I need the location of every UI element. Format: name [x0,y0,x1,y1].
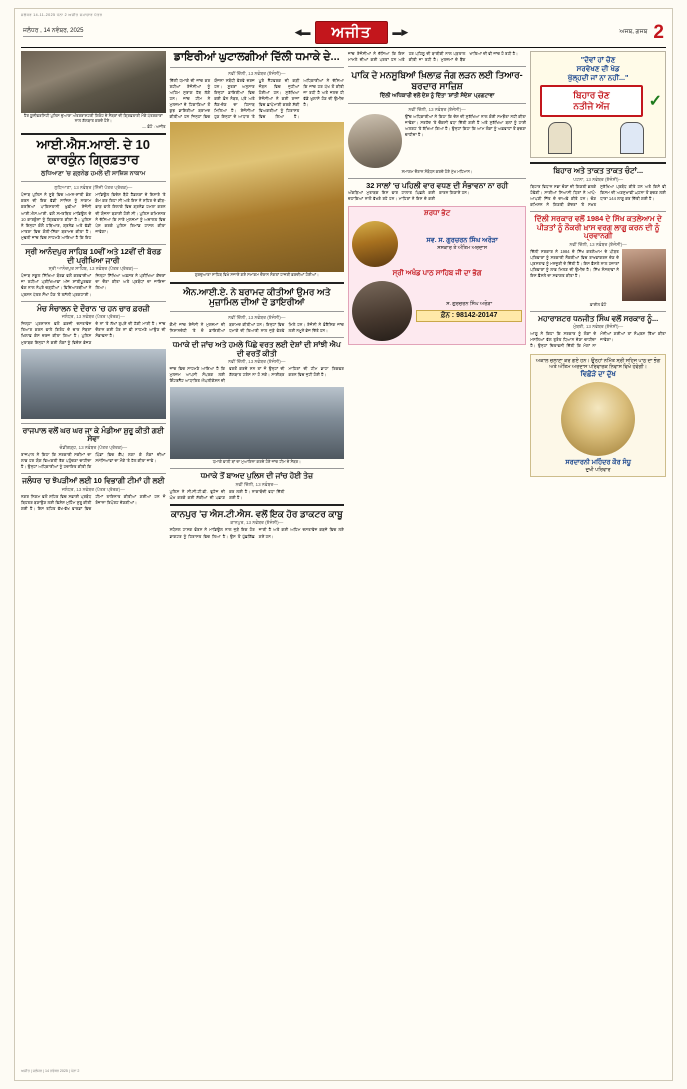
investigation-photo [170,387,344,459]
gurdwara-ceremony-photo [170,122,344,272]
right-wing-icon: ▬▶ [392,27,409,37]
section-label: ਅਜਬ, ਗਜਬ [619,29,648,35]
c3-sub2: ਦਿੱਲੀ ਅਧਿਕਾਰੀ ਵਲੋਂ ਦੇਸ਼ ਨੂੰ ਦਿੱਤਾ 'ਸ਼ਾਂਤੀ ਸੰਦੇਸ਼' ਪ੍ਰਗਟਾਵਾ [379,92,495,99]
story4-byline: ਚੰਡੀਗੜ੍ਹ, 13 ਨਵੰਬਰ (ਪੱਤਰ ਪ੍ਰੇਰਕ)— [59,444,128,450]
memorial-intro: ਅਕਾਲ ਚਲਾਣਾ ਕਰ ਗਏ ਹਨ। ਉਨ੍ਹਾਂ ਨਮਿੱਤ ਸ੍ਰੀ ਸਹਿਜ ਪਾਠ ਦਾ ਭੋਗ ਅਤੇ ਅੰਤਿਮ ਅਰਦਾਸ ਪਰਿਵਾਰਕ ਨਿਵਾਸ ਵਿਖੇ ਹੋਵੇਗੀ। [535,357,661,371]
page-number: 2 [653,22,664,43]
memorial-title: ਵਿਛੋੜੇ ਦਾ ਦੁੱਖ [580,370,616,378]
c3-head3: 32 ਸਾਲਾਂ 'ਚ ਪਹਿਲੀ ਵਾਰ ਵਧਣ ਦੀ ਸੰਭਾਵਨਾ ਨਾ ਰਹੀ [366,180,509,190]
ad-line3: ਸ੍ਰੀ ਅਖੰਡ ਪਾਠ ਸਾਹਿਬ ਜੀ ਦਾ ਭੋਗ [392,269,482,277]
c3-byline2: ਨਵੀਂ ਦਿੱਲੀ, 13 ਨਵੰਬਰ (ਏਜੰਸੀ)— [408,106,466,112]
c3-head2: ਪਾਕਿ ਦੇ ਮਨਸੂਬਿਆਂ ਖ਼ਿਲਾਫ਼ ਜੰਗ ਲੜਨ ਲਈ ਤਿਆਰ-ਬਰਦਾਰ ਸਾਜ਼ਿਸ਼ [351,70,523,91]
story5-headline: ਜਲੰਧਰ 'ਚ ਝੋਪੜੀਆਂ ਲਈ 10 ਵਿਭਾਗੀ ਟੀਮਾਂ ਹੀ ਲਈ [22,476,165,486]
cartoon-line2: ਸਰਵੇਖਣ ਦੀ ਖੇਡ [576,64,620,73]
memorial-ad [530,354,666,478]
c4-body3: ਆਗੂ ਨੇ ਕਿਹਾ ਕਿ ਸਰਕਾਰ ਨੂੰ ਲੋਕਾਂ ਦੇ ਮਸਲਿਆਂ ਵੱਲ ਤੁਰੰਤ ਧਿਆਨ ਦੇਣਾ ਚਾਹੀਦਾ ਹੈ। ਉਨ੍ਹਾਂ ਚਿਤਾਵਨੀ ਦਿੱਤੀ ਕਿ ਮੰਗਾਂ ਨਾ ਮੰਨੀਆਂ ਗਈਆਂ ਤਾਂ ਸੰਘਰਸ਼ ਤਿੱਖਾ ਕੀਤਾ ਜਾਵੇਗਾ। [530,331,666,349]
c2-photo2-block [170,387,344,465]
cartoon-block [530,51,666,158]
cartoon-line3: ਖੁੱਲ੍ਹਦੀ ਜਾਂ ਨਾ ਨਹੀਂ..." [567,73,629,82]
story4-body: ਰਾਜਪਾਲ ਨੇ ਕਿਹਾ ਕਿ ਸਰਕਾਰੀ ਸਕੀਮਾਂ ਦਾ ਲਾਭ ਹਰ ਯੋਗ ਵਿਅਕਤੀ ਤੱਕ ਪਹੁੰਚਣਾ ਚਾਹੀਦਾ ਹੈ। ਉਨ੍ਹਾਂ ਅਧਿਕਾਰੀਆਂ ਨੂੰ ਹਦਾਇਤ ਕੀਤੀ ਕਿ ਪਿੰਡਾਂ ਵਿਚ ਕੈਂਪ ਲਗਾ ਕੇ ਲੋਕਾਂ ਦੀਆਂ ਸਮੱਸਿਆਵਾਂ ਦਾ ਮੌਕੇ 'ਤੇ ਹੱਲ ਕੀਤਾ ਜਾਵੇ। [21,451,166,470]
c4-head2: ਦਿੱਲੀ ਸਰਕਾਰ ਵਲੋਂ 1984 ਦੇ ਸਿੱਖ ਕਤਲੇਆਮ ਦੇ ਪੀੜਤਾਂ ਨੂੰ ਨੌਕਰੀ ਖ਼ਾਸ ਵਰਗ ਲਾਗੂ ਕਰਨ ਦੀ ਨੂੰ ਪ੍ਰਵਾਨਗੀ [534,214,662,241]
story5-body: ਨਗਰ ਨਿਗਮ ਵਲੋਂ ਸ਼ਹਿਰ ਵਿਚ ਸਫ਼ਾਈ ਪ੍ਰਬੰਧ ਬਿਹਤਰ ਬਣਾਉਣ ਲਈ ਵਿਸ਼ੇਸ਼ ਮੁਹਿੰਮ ਸ਼ੁਰੂ ਕੀਤੀ ਗਈ ਹੈ। ਇਸ ਤਹਿਤ ਵੱਖ-ਵੱਖ ਵਾਰਡਾਂ ਵਿਚ ਟੀਮਾਂ ਤਾਇਨਾਤ ਕੀਤੀਆਂ ਗਈਆਂ ਹਨ ਜੋ ਰੋਜ਼ਾਨਾ ਰਿਪੋਰਟ ਦੇਣਗੀਆਂ। [21,493,166,511]
cartoon-figures [534,120,662,154]
ad-person-caption: ਸ. ਗੁਰਚਰਨ ਸਿੰਘ ਅਰੋੜਾ [446,301,493,308]
c4-body2: ਦਿੱਲੀ ਸਰਕਾਰ ਨੇ 1984 ਦੇ ਸਿੱਖ ਕਤਲੇਆਮ ਦੇ ਪੀੜਤ ਪਰਿਵਾਰਾਂ ਨੂੰ ਸਰਕਾਰੀ ਨੌਕਰੀਆਂ ਵਿਚ ਰਾਖਵਾਂਕਰਨ ਦੇਣ ਦੇ ਪ੍ਰਸਤਾਵ ਨੂੰ ਮਨਜ਼ੂਰੀ ਦੇ ਦਿੱਤੀ ਹੈ। ਇਸ ਫ਼ੈਸਲੇ ਨਾਲ ਹਜ਼ਾਰਾਂ ਪਰਿਵਾਰਾਂ ਨੂੰ ਲਾਭ ਮਿਲਣ ਦੀ ਉਮੀਦ ਹੈ। ਸਿੱਖ ਸੰਸਥਾਵਾਂ ਨੇ ਇਸ ਫ਼ੈਸਲੇ ਦਾ ਸਵਾਗਤ ਕੀਤਾ ਹੈ। [530,248,619,279]
lead-photo-block [21,51,166,129]
story3-byline: ਜਲੰਧਰ, 13 ਨਵੰਬਰ (ਪੱਤਰ ਪ੍ਰੇਰਕ)— [61,314,125,320]
story5-byline: ਜਲੰਧਰ, 13 ਨਵੰਬਰ (ਪੱਤਰ ਪ੍ਰੇਰਕ)— [61,486,125,492]
story3-headline: ਮੰਚ ਸੰਚਾਲਨ ਦੇ ਦੌਰਾਨ 'ਚ ਹਨ ਚਾਰ ਫ਼ਰਜ਼ੀ [36,303,150,313]
car-photo-block [21,349,166,419]
lead-body: ਪੰਜਾਬ ਪੁਲਿਸ ਨੇ ਸੂਬੇ ਵਿਚ ਅਮਨ-ਸ਼ਾਂਤੀ ਭੰਗ ਕਰਨ ਦੀ ਇਕ ਵੱਡੀ ਸਾਜ਼ਿਸ਼ ਨੂੰ ਨਾਕਾਮ ਕਰਦਿਆਂ ਪਾਕਿਸਤਾਨੀ ਖ਼ੁਫ਼ੀਆ ਏਜੰਸੀ ਆਈ.ਐਸ.ਆਈ. ਵਲੋਂ ਸਮਰਥਿਤ ਮਾਡਿਊਲ ਦੇ 10 ਕਾਰਕੁੰਨਾਂ ਨੂੰ ਗ੍ਰਿਫ਼ਤਾਰ ਕੀਤਾ ਹੈ। ਪੁਲਿਸ ਨੇ ਇਨ੍ਹਾਂ ਕੋਲੋਂ ਹਥਿਆਰ, ਗ੍ਰਨੇਡ ਅਤੇ ਵੱਡੀ ਮਾਤਰਾ ਵਿਚ ਗੋਲੀ-ਸਿੱਕਾ ਬਰਾਮਦ ਕੀਤਾ ਹੈ। ਮੁਢਲੀ ਜਾਂਚ ਵਿਚ ਸਾਹਮਣੇ ਆਇਆ ਹੈ ਕਿ ਇਹ ਮਾਡਿਊਲ ਵਿਦੇਸ਼ ਬੈਠੇ ਹੈਂਡਲਰਾਂ ਦੇ ਇਸ਼ਾਰੇ 'ਤੇ ਕੰਮ ਕਰ ਰਿਹਾ ਸੀ ਅਤੇ ਇਸ ਨੇ ਸ਼ਹਿਰ ਦੇ ਭੀੜ-ਭਾੜ ਵਾਲੇ ਇਲਾਕੇ ਵਿਚ ਗ੍ਰਨੇਡ ਹਮਲਾ ਕਰਨ ਦੀ ਯੋਜਨਾ ਬਣਾਈ ਹੋਈ ਸੀ। ਪੁਲਿਸ ਕਮਿਸ਼ਨਰ ਨੇ ਦੱਸਿਆ ਕਿ ਸਾਰੇ ਮੁਲਜ਼ਮਾਂ ਨੂੰ ਅਦਾਲਤ ਵਿਚ ਪੇਸ਼ ਕਰਕੇ ਪੁਲਿਸ ਰਿਮਾਂਡ ਹਾਸਲ ਕੀਤਾ ਜਾਵੇਗਾ। [21,192,166,240]
story4-headline: ਰਾਜਪਾਲ ਵਲੋਂ ਘਰ ਘਰ ਜਾ ਕੇ ਮੰਡੀਆ ਸ਼ੁਰੂ ਕੀਤੀ ਗਈ ਸੇਵਾ [22,425,164,444]
column-2 [170,51,344,1067]
cartoon-line1: "ਦੋਵਾਂ ਹਾਂ ਚੋਣ [580,55,616,64]
c4-byline2: ਨਵੀਂ ਦਿੱਲੀ, 13 ਨਵੰਬਰ (ਏਜੰਸੀ)— [569,241,627,247]
column-4 [530,51,666,1067]
c2-byline: ਨਵੀਂ ਦਿੱਲੀ, 13 ਨਵੰਬਰ (ਏਜੰਸੀ)— [228,70,286,76]
masthead-right [619,23,664,42]
checkmark-icon: ✓ [648,93,662,110]
memorial-name: ਸਰਦਾਰਨੀ ਮਹਿੰਦਰ ਕੌਰ ਸੰਧੂ [565,458,631,466]
press-conference-photo [21,51,166,113]
c2-head3: ਧਮਾਕੇ ਦੀ ਜਾਂਚ ਅਤੇ ਹਮਲੇ ਪਿੱਛੇ ਵਰਤ ਲਈ ਦੇਸ਼ਾਂ ਦੀ ਸਾਂਝੀ ਐਪ ਦੀ ਵਰਤੋਂ ਕੀਤੀ [172,339,341,358]
official-portrait-photo [348,114,402,168]
ad-portrait-photo [352,221,398,267]
memorial-portrait-photo [561,382,635,456]
photo-credit: — ਫ਼ੋਟੋ : ਅਜੀਤ [142,123,166,129]
c2-byline2: ਨਵੀਂ ਦਿੱਲੀ, 13 ਨਵੰਬਰ (ਏਜੰਸੀ)— [228,314,286,320]
c2-photo-caption: ਗੁਰਦੁਆਰਾ ਸਾਹਿਬ ਵਿਖੇ ਸਜਾਏ ਗਏ ਸਮਾਗਮ ਦੌਰਾਨ ਸੰਗਤਾਂ ਹਾਜ਼ਰੀ ਭਰਦੀਆਂ ਹੋਈਆਂ। [194,272,319,278]
cartoon-box-line1: ਬਿਹਾਰ ਚੋਣ [573,90,610,100]
masthead [21,19,666,48]
ad-line2: ਸਸਕਾਰ ਤੇ ਅੰਤਿਮ ਅਰਦਾਸ [437,244,488,251]
woman-portrait-photo [622,249,666,301]
newspaper-sheet [14,8,673,1081]
bottom-strip: ਅਜੀਤ | ਜਲੰਧਰ | 14 ਨਵੰਬਰ 2025 | ਪੰਨਾ 2 [21,1069,80,1073]
c4-body1: ਬਿਹਾਰ ਵਿਧਾਨ ਸਭਾ ਚੋਣਾਂ ਦੀ ਗਿਣਤੀ ਭਲਕੇ ਹੋਵੇਗੀ। ਸਾਰੀਆਂ ਸਿਆਸੀ ਧਿਰਾਂ ਨੇ ਆਪੋ-ਆਪਣੀ ਜਿੱਤ ਦੇ ਦਾਅਵੇ ਕੀਤੇ ਹਨ। ਚੋਣ ਕਮਿਸ਼ਨ ਨੇ ਗਿਣਤੀ ਕੇਂਦਰਾਂ 'ਤੇ ਸਖ਼ਤ ਸੁਰੱਖਿਆ ਪ੍ਰਬੰਧ ਕੀਤੇ ਹਨ ਅਤੇ ਕਿਸੇ ਵੀ ਕਿਸਮ ਦੀ ਅਣਸੁਖਾਵੀਂ ਘਟਨਾ ਤੋਂ ਬਚਣ ਲਈ ਧਾਰਾ 144 ਲਾਗੂ ਕਰ ਦਿੱਤੀ ਗਈ ਹੈ। [530,183,666,207]
page-grid [21,51,666,1067]
cartoon-figure-right [620,122,644,154]
cartoon-figure-left [548,122,572,154]
c2-head4: ਧਮਾਕੇ ਤੋਂ ਬਾਅਦ ਪੁਲਿਸ ਦੀ ਜਾਂਚ ਹੋਈ ਤੇਜ਼ [200,471,313,481]
lead-headline: ਆਈ.ਐਸ.ਆਈ. ਦੇ 10 ਕਾਰਕੁੰਨ ਗ੍ਰਿਫ਼ਤਾਰ [36,137,150,168]
c2-body2: ਕੌਮੀ ਜਾਂਚ ਏਜੰਸੀ ਨੇ ਮੁਲਜ਼ਮਾਂ ਦੀ ਨਿਸ਼ਾਨਦੇਹੀ 'ਤੇ ਦੋ ਡਾਇਰੀਆਂ ਬਰਾਮਦ ਕੀਤੀਆਂ ਹਨ। ਇਨ੍ਹਾਂ ਵਿਚ ਧਮਾਕੇ ਦੀ ਤਿਆਰੀ ਨਾਲ ਜੁੜੇ ਵੇਰਵੇ ਮਿਲੇ ਹਨ। ਏਜੰਸੀ ਨੇ ਫ਼ੋਰੈਂਸਿਕ ਜਾਂਚ ਲਈ ਨਮੂਨੇ ਭੇਜ ਦਿੱਤੇ ਹਨ। [169,321,344,333]
c2-byline3: ਨਵੀਂ ਦਿੱਲੀ, 13 ਨਵੰਬਰ (ਏਜੰਸੀ)— [228,359,286,365]
lead-photo-caption: ਹੈਰ ਯੂਨੀਵਰਸਿਟੀ ਪੁਲਿਸ ਦੁਆਰਾ ਅੰਤਰਰਾਸ਼ਟਰੀ ਗਿਰੋਹ ਦੇ ਮੈਂਬਰਾਂ ਦੀ ਗ੍ਰਿਫ਼ਤਾਰੀ ਮੌਕੇ ਪੱਤਰਕਾਰਾਂ ਨਾਲ ਗੱਲਬਾਤ ਕਰਦੇ ਹੋਏ। [23,113,163,123]
c3-body2: ਉੱਚ ਅਧਿਕਾਰੀਆਂ ਨੇ ਕਿਹਾ ਕਿ ਦੇਸ਼ ਦੀ ਸੁਰੱਖਿਆ ਨਾਲ ਕੋਈ ਸਮਝੌਤਾ ਨਹੀਂ ਕੀਤਾ ਜਾਵੇਗਾ। ਸਰਹੱਦ 'ਤੇ ਚੌਕਸੀ ਵਧਾ ਦਿੱਤੀ ਗਈ ਹੈ ਅਤੇ ਸੁਰੱਖਿਆ ਬਲਾਂ ਨੂੰ ਹਾਈ ਅਲਰਟ 'ਤੇ ਰੱਖਿਆ ਗਿਆ ਹੈ। ਉਨ੍ਹਾਂ ਕਿਹਾ ਕਿ ਆਮ ਲੋਕਾਂ ਨੂੰ ਅਫ਼ਵਾਹਾਂ ਤੋਂ ਬਚਣਾ ਚਾਹੀਦਾ ਹੈ। [404,113,527,138]
c4-photo-caption: ਫ਼ਾਈਲ ਫ਼ੋਟੋ [589,301,607,307]
story3-body: ਜ਼ਿਲ੍ਹਾ ਪ੍ਰਸ਼ਾਸਨ ਵਲੋਂ ਫ਼ਰਜ਼ੀ ਦਸਤਾਵੇਜ਼ ਤਿਆਰ ਕਰਨ ਵਾਲੇ ਗਿਰੋਹ ਦੇ ਚਾਰ ਮੈਂਬਰਾਂ ਖ਼ਿਲਾਫ਼ ਕੇਸ ਦਰਜ ਕੀਤਾ ਗਿਆ ਹੈ। ਪੁਲਿਸ ਮੁਤਾਬਕ ਇਨ੍ਹਾਂ ਨੇ ਕਈ ਲੋਕਾਂ ਨੂੰ ਵਿਦੇਸ਼ ਭੇਜਣ ਦੇ ਨਾਂ 'ਤੇ ਲੱਖਾਂ ਰੁਪਏ ਦੀ ਠੱਗੀ ਮਾਰੀ ਹੈ। ਜਾਂਚ ਦੌਰਾਨ ਕਈ ਹੋਰ ਨਾਂ ਵੀ ਸਾਹਮਣੇ ਆਉਣ ਦੀ ਸੰਭਾਵਨਾ ਹੈ। [21,321,166,345]
c3-body3: ਅੰਕੜਿਆਂ ਮੁਤਾਬਕ ਇਸ ਵਾਰ ਹਾਲਾਤ ਪਿਛਲੇ ਕਈ ਦਹਾਕਿਆਂ ਨਾਲੋਂ ਵੱਖਰੇ ਰਹੇ ਹਨ। ਮਾਹਿਰਾਂ ਨੇ ਇਸ ਦੇ ਕਈ ਕਾਰਨ ਗਿਣਾਏ ਹਨ। [347,190,470,202]
paper-logo: ਅਜੀਤ [315,21,389,44]
c2-photo-block [170,122,344,278]
c4-byline3: ਮੁੰਬਈ, 13 ਨਵੰਬਰ (ਏਜੰਸੀ)— [573,324,624,330]
story2-headline: ਸ੍ਰੀ ਆਨੰਦਪੁਰ ਸਾਹਿਬ 10ਵੀਂ ਅਤੇ 12ਵੀਂ ਦੀ ਬੋਰਡ ਦੀ ਪ੍ਰੀਖਿਆ ਜਾਰੀ [25,247,162,265]
ad-second-portrait-photo [352,281,412,341]
memorial-family: ਦੁਖੀ ਪਰਿਵਾਰ [585,466,611,473]
c2-body5: ਸਪੈਸ਼ਲ ਟਾਸਕ ਫੋਰਸ ਨੇ ਮਾਡਿਊਲ ਨਾਲ ਜੁੜੇ ਇਕ ਹੋਰ ਡਾਕਟਰ ਨੂੰ ਹਿਰਾਸਤ ਵਿਚ ਲਿਆ ਹੈ। ਉਸ ਤੋਂ ਪੁੱਛਗਿੱਛ ਜਾਰੀ ਹੈ ਅਤੇ ਕਈ ਅਹਿਮ ਦਸਤਾਵੇਜ਼ ਕਬਜ਼ੇ ਵਿਚ ਲਏ ਗਏ ਹਨ। [169,527,344,539]
masthead-center [295,21,409,44]
left-wing-icon: ◀▬ [294,27,311,37]
c3-photo-caption: ਸਮਾਗਮ ਦੌਰਾਨ ਸੰਬੋਧਨ ਕਰਦੇ ਹੋਏ ਮੁੱਖ ਮਹਿਮਾਨ। [401,168,473,174]
story2-body: ਪੰਜਾਬ ਸਕੂਲ ਸਿੱਖਿਆ ਬੋਰਡ ਵਲੋਂ ਕਰਵਾਈਆਂ ਜਾ ਰਹੀਆਂ ਪ੍ਰੀਖਿਆਵਾਂ ਅੱਜ ਸ਼ਾਂਤੀਪੂਰਵਕ ਢੰਗ ਨਾਲ ਨੇਪਰੇ ਚੜ੍ਹੀਆਂ। ਵਿਦਿਆਰਥੀਆਂ ਨੇ ਪ੍ਰਸ਼ਨ ਪੱਤਰ ਸੌਖਾ ਹੋਣ 'ਤੇ ਤਸੱਲੀ ਪ੍ਰਗਟਾਈ। ਜ਼ਿਲ੍ਹਾ ਸਿੱਖਿਆ ਅਫ਼ਸਰ ਨੇ ਪ੍ਰੀਖਿਆ ਕੇਂਦਰਾਂ ਦਾ ਦੌਰਾ ਕੀਤਾ ਅਤੇ ਪ੍ਰਬੰਧਾਂ ਦਾ ਜਾਇਜ਼ਾ ਲਿਆ। [21,273,166,297]
c2-head5: ਕਾਨਪੁਰ 'ਚ ਐਸ.ਟੀ.ਐਸ. ਵਲੋਂ ਇਕ ਹੋਰ ਡਾਕਟਰ ਕਾਬੂ [170,509,343,520]
ad-title: ਸ਼ਰਧਾ ਭੇਟ [424,210,451,218]
ad-phone[interactable]: ਫ਼ੋਨ : 98142-20147 [416,310,522,322]
ad-person-name: ਸਵ. ਸ. ਗੁਰਚਰਨ ਸਿੰਘ ਅਰੋੜਾ [426,236,498,244]
accident-scene-photo [21,349,166,419]
lead-byline: ਲੁਧਿਆਣਾ, 13 ਨਵੰਬਰ (ਨਿੱਜੀ ਪੱਤਰ ਪ੍ਰੇਰਕ)— [54,185,133,191]
c2-body4: ਪੁਲਿਸ ਨੇ ਸੀ.ਸੀ.ਟੀ.ਵੀ. ਫੁਟੇਜ ਦੀ ਘੋਖ ਕਰਕੇ ਕਈ ਸ਼ੱਕੀਆਂ ਦੀ ਪਛਾਣ ਕਰ ਲਈ ਹੈ। ਨਾਕਾਬੰਦੀ ਵਧਾ ਦਿੱਤੀ ਗਈ ਹੈ। [169,488,285,501]
story2-byline: ਸ੍ਰੀ ਆਨੰਦਪੁਰ ਸਾਹਿਬ, 13 ਨਵੰਬਰ (ਪੱਤਰ ਪ੍ਰੇਰਕ)— [48,266,138,272]
shradha-bhet-ad [348,206,526,345]
lead-subhead: ਲੁਧਿਆਣਾ 'ਚ ਗ੍ਰਨੇਡ ਹਮਲੇ ਦੀ ਸਾਜ਼ਿਸ਼ ਨਾਕਾਮ [41,170,146,178]
c2-head2: ਐਨ.ਆਈ.ਏ. ਨੇ ਬਰਾਮਦ ਕੀਤੀਆਂ ਉਮਰ ਅਤੇ ਮੁਜ਼ਾਮਿਲ ਦੀਆਂ ਦੋ ਡਾਇਰੀਆਂ [183,287,331,308]
c2-photo2-caption: ਧਮਾਕੇ ਵਾਲੀ ਥਾਂ ਦਾ ਮੁਆਇਨਾ ਕਰਦੇ ਹੋਏ ਜਾਂਚ ਟੀਮ ਦੇ ਮੈਂਬਰ। [212,458,301,464]
column-1 [21,51,166,1067]
c4-head3: ਮਹਾਰਾਸ਼ਟਰ ਧਨਜੀਤ ਸਿੰਘ ਵਲੋਂ ਸਰਕਾਰ ਨੂੰ... [538,313,659,323]
top-strip: ਜਲੰਧਰ 14-11-2025 ਪੰਨਾ 2 ਅਜੀਤ ਸਮਾਚਾਰ ਪੱਤਰ [21,13,103,17]
masthead-left [23,28,83,37]
edition-date: ਜਲੰਧਰ , 14 ਨਵੰਬਰ, 2025 [23,28,83,37]
c2-headline: ਡਾਇਰੀਆਂ ਘੁਟਾਲਗੀਆਂ ਦਿੱਲੀ ਧਮਾਕੇ ਦੇ... [173,51,340,63]
c3-body1: ਜਾਂਚ ਏਜੰਸੀਆਂ ਨੇ ਦੱਸਿਆ ਕਿ ਇਸ ਮਾਮਲੇ ਦੀਆਂ ਕਈ ਪਰਤਾਂ ਹਨ ਅਤੇ ਹਰ ਪਹਿਲੂ ਦੀ ਬਾਰੀਕੀ ਨਾਲ ਪੜਤਾਲ ਕੀਤੀ ਜਾ ਰਹੀ ਹੈ। ਮੁਲਜ਼ਮਾਂ ਦੇ ਬੈਂਕ ਖਾਤਿਆਂ ਦੀ ਵੀ ਜਾਂਚ ਹੋ ਰਹੀ ਹੈ। [347,51,518,63]
cartoon-box-line2: ਨਤੀਜੇ ਅੱਜ [573,101,610,111]
column-3 [348,51,526,1067]
c2-body: ਦਿੱਲੀ ਧਮਾਕੇ ਦੀ ਜਾਂਚ ਕਰ ਰਹੀਆਂ ਏਜੰਸੀਆਂ ਨੂੰ ਅਹਿਮ ਸੁਰਾਗ ਹੱਥ ਲੱਗੇ ਹਨ। ਜਾਂਚ ਟੀਮ ਨੇ ਮੁਲਜ਼ਮਾਂ ਦੇ ਟਿਕਾਣਿਆਂ ਤੋਂ ਕੁਝ ਡਾਇਰੀਆਂ ਬਰਾਮਦ ਕੀਤੀਆਂ ਹਨ ਜਿਨ੍ਹਾਂ ਵਿਚ ਯੋਜਨਾ ਸਬੰਧੀ ਵੇਰਵੇ ਦਰਜ ਹਨ। ਸੂਤਰਾਂ ਅਨੁਸਾਰ ਇਨ੍ਹਾਂ ਡਾਇਰੀਆਂ ਵਿਚ ਕਈ ਫ਼ੋਨ ਨੰਬਰ, ਪਤੇ ਅਤੇ ਲੈਣ-ਦੇਣ ਦਾ ਹਿਸਾਬ ਮਿਲਿਆ ਹੈ। ਏਜੰਸੀਆਂ ਹੁਣ ਇਨ੍ਹਾਂ ਦੇ ਆਧਾਰ 'ਤੇ ਪੂਰੇ ਨੈੱਟਵਰਕ ਦੀ ਕੜੀ ਜੋੜਨ ਵਿਚ ਜੁਟੀਆਂ ਹੋਈਆਂ ਹਨ। ਸੁਰੱਖਿਆ ਏਜੰਸੀਆਂ ਨੇ ਕਈ ਰਾਜਾਂ ਵਿਚ ਛਾਪੇਮਾਰੀ ਕਰਕੇ ਸ਼ੱਕੀ ਵਿਅਕਤੀਆਂ ਨੂੰ ਹਿਰਾਸਤ ਵਿਚ ਲਿਆ ਹੈ। ਅਧਿਕਾਰੀਆਂ ਨੇ ਦੱਸਿਆ ਕਿ ਜਾਂਚ ਹਰ ਪੱਖ ਤੋਂ ਕੀਤੀ ਜਾ ਰਹੀ ਹੈ ਅਤੇ ਜਲਦ ਹੀ ਵੱਡੇ ਖ਼ੁਲਾਸੇ ਹੋਣ ਦੀ ਉਮੀਦ ਹੈ। [169,77,344,120]
c2-byline4: ਨਵੀਂ ਦਿੱਲੀ, 13 ਨਵੰਬਰ— [235,481,278,487]
c4-head1: ਬਿਹਾਰ ਅਤੇ ਤਾਕਤ ਤਾਕਤ ਚੰਟਾਂ... [553,166,644,175]
c2-byline5: ਕਾਨਪੁਰ, 13 ਨਵੰਬਰ (ਏਜੰਸੀ)— [230,520,284,526]
c4-byline1: ਪਟਨਾ, 13 ਨਵੰਬਰ (ਏਜੰਸੀ)— [573,176,624,182]
c2-body3: ਜਾਂਚ ਵਿਚ ਸਾਹਮਣੇ ਆਇਆ ਹੈ ਕਿ ਮੁਲਜ਼ਮ ਆਪਸੀ ਸੰਪਰਕ ਲਈ ਇੰਟਰਨੈੱਟ ਆਧਾਰਿਤ ਐਪਲੀਕੇਸ਼ਨ ਦੀ ਵਰਤੋਂ ਕਰਦੇ ਸਨ ਤਾਂ ਜੋ ਉਨ੍ਹਾਂ ਦੀ ਗੱਲਬਾਤ ਟਰੇਸ ਨਾ ਹੋ ਸਕੇ। ਸਾਈਬਰ ਮਾਹਿਰਾਂ ਦੀ ਟੀਮ ਡਾਟਾ ਰਿਕਵਰ ਕਰਨ ਵਿਚ ਜੁਟੀ ਹੋਈ ਹੈ। [169,366,344,384]
